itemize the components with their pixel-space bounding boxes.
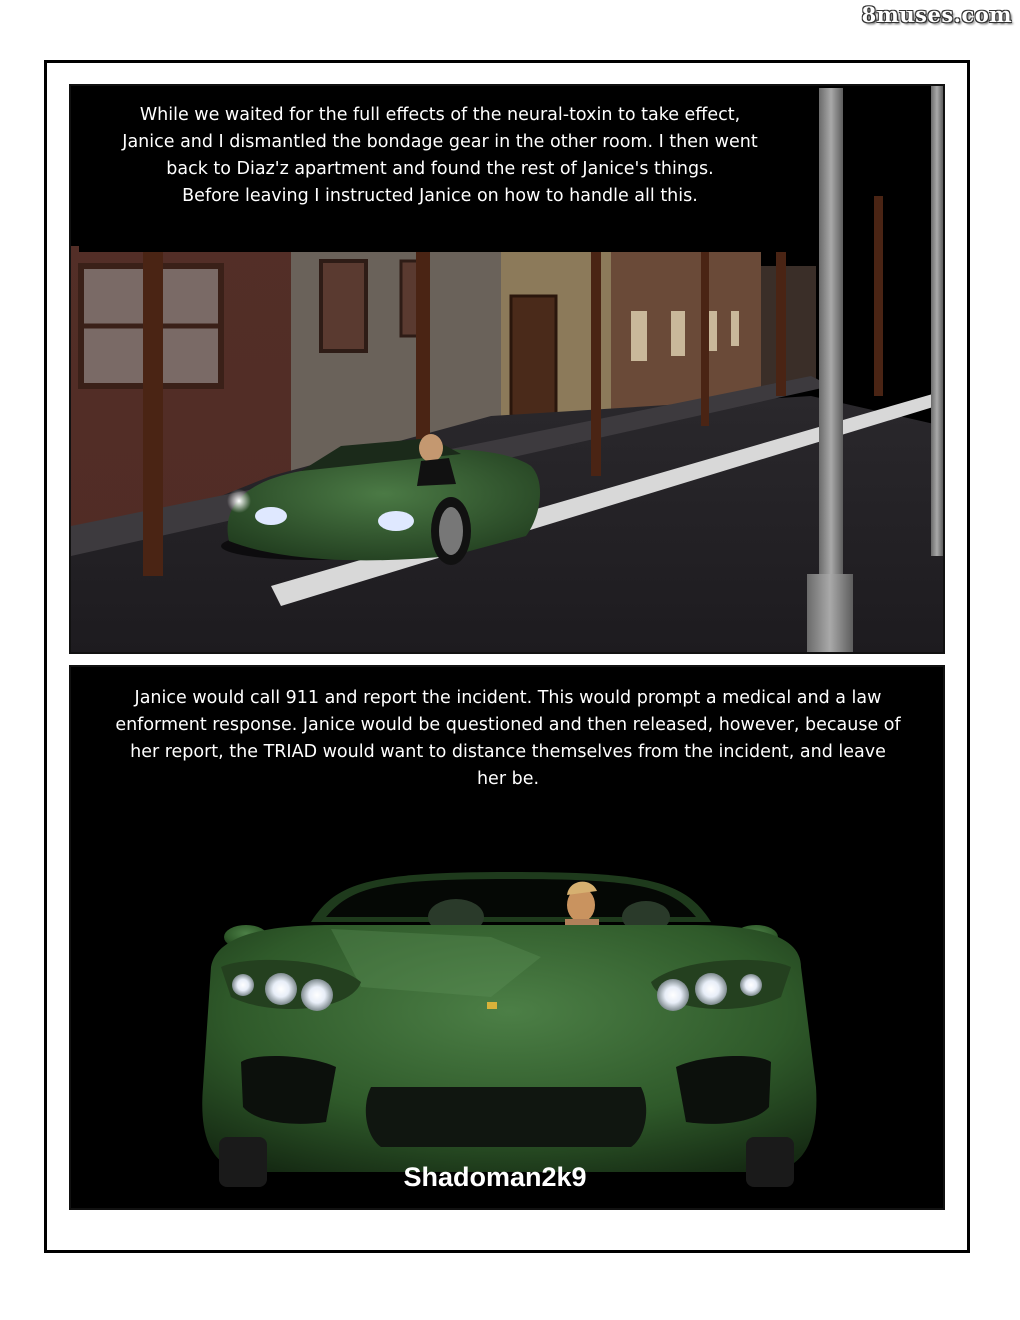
narration-box [79, 88, 801, 252]
panel-car-front [69, 665, 945, 1210]
site-watermark: 8muses.com [861, 2, 1012, 27]
narration-text: While we waited for the full effects of the neural-toxin to take effect, Janice and I dismantled the bondage gear in the other room. I then went back to Diaz'z apartment and found the rest of Janice's things. Before leaving I instructed Janice on how to handle all this. [122, 105, 758, 206]
artist-signature: Shadoman2k9 [403, 1162, 587, 1192]
narration-text-2: Janice would call 911 and report the incident. This would prompt a medical and a law enforment response. Janice would be questioned and then released, however, because of her report, the TRIAD would want to distance themselves from the incident, and leave her be. [115, 688, 901, 789]
narration-box-2 [87, 685, 929, 793]
panel-street-scene [69, 84, 945, 654]
